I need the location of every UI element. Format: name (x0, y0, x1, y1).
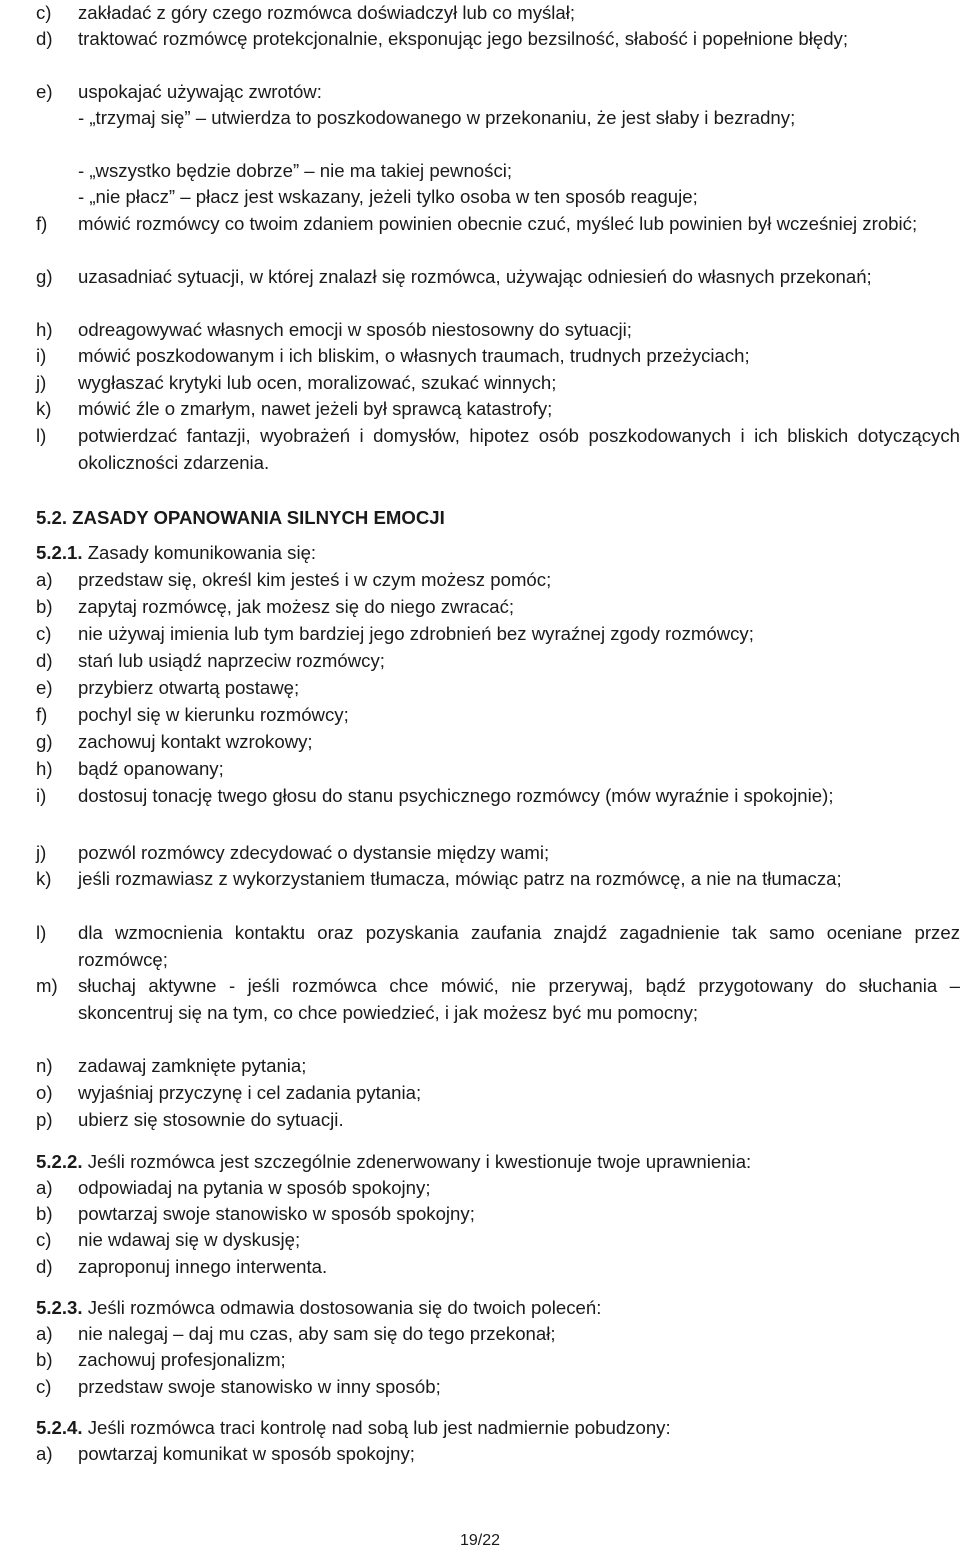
list-item: b) powtarzaj swoje stanowisko w sposób spokojny; (36, 1203, 475, 1224)
list-item: n) zadawaj zamknięte pytania; (36, 1055, 307, 1076)
list-item: f) mówić rozmówcy co twoim zdaniem powinien obecnie czuć, myśleć lub powinien był wcześniej zrobić; (36, 213, 918, 234)
list-item: g) uzasadniać sytuacji, w której znalazł się rozmówca, używając odniesień do własnych przekonań; (36, 266, 872, 287)
list-item: g) zachowuj kontakt wzrokowy; (36, 731, 313, 752)
phrase-item: - „wszystko będzie dobrze” – nie ma takiej pewności; (78, 160, 513, 181)
list-item: j) pozwól rozmówcy zdecydować o dystansie między wami; (36, 842, 550, 863)
list-item: b) zachowuj profesjonalizm; (36, 1349, 286, 1370)
list-item: e) uspokajać używając zwrotów: (36, 81, 322, 102)
list-item: k) jeśli rozmawiasz z wykorzystaniem tłumacza, mówiąc patrz na rozmówcę, a nie na tłumacza; (36, 868, 842, 889)
list-item: f) pochyl się w kierunku rozmówcy; (36, 704, 349, 725)
list-item: c) nie używaj imienia lub tym bardziej jego zdrobnień bez wyraźnej zgody rozmówcy; (36, 623, 754, 644)
list-item: a) przedstaw się, określ kim jesteś i w czym możesz pomóc; (36, 569, 552, 590)
subsection-title: 5.2.3. Jeśli rozmówca odmawia dostosowania się do twoich poleceń: (36, 1297, 602, 1318)
list-item: h) bądź opanowany; (36, 758, 224, 779)
list-item: m) słuchaj aktywne - jeśli rozmówca chce mówić, nie przerywaj, bądź przygotowany do słuchania – skoncentruj się na tym, co chce powiedzieć, i jak możesz być mu pomocny; (36, 975, 960, 1023)
subsection-title: 5.2.2. Jeśli rozmówca jest szczególnie zdenerwowany i kwestionuje twoje uprawnienia: (36, 1151, 752, 1172)
list-item: k) mówić źle o zmarłym, nawet jeżeli był sprawcą katastrofy; (36, 398, 553, 419)
phrase-item: - „trzymaj się” – utwierdza to poszkodowanego w przekonaniu, że jest słaby i bezradny; (78, 107, 796, 128)
list-item: d) zaproponuj innego interwenta. (36, 1256, 328, 1277)
list-item: d) traktować rozmówcę protekcjonalnie, eksponując jego bezsilność, słabość i popełnione błędy; (36, 28, 849, 49)
list-item: i) mówić poszkodowanym i ich bliskim, o własnych traumach, trudnych przeżyciach; (36, 345, 750, 366)
list-item: b) zapytaj rozmówcę, jak możesz się do niego zwracać; (36, 596, 515, 617)
list-item: p) ubierz się stosownie do sytuacji. (36, 1109, 344, 1130)
list-item: l) dla wzmocnienia kontaktu oraz pozyskania zaufania znajdź zagadnienie tak samo oceniane przez rozmówcę; (36, 922, 960, 970)
list-item: c) przedstaw swoje stanowisko w inny sposób; (36, 1376, 441, 1397)
list-item: h) odreagowywać własnych emocji w sposób niestosowny do sytuacji; (36, 319, 632, 340)
list-item: d) stań lub usiądź naprzeciw rozmówcy; (36, 650, 385, 671)
page-number: 19/22 (459, 1532, 501, 1549)
list-item: e) przybierz otwartą postawę; (36, 677, 300, 698)
list-item: i) dostosuj tonację twego głosu do stanu psychicznego rozmówcy (mów wyraźnie i spokojnie); (36, 785, 834, 806)
list-item: a) nie nalegaj – daj mu czas, aby sam się do tego przekonał; (36, 1323, 556, 1344)
list-item: a) odpowiadaj na pytania w sposób spokojny; (36, 1177, 431, 1198)
list-item: o) wyjaśniaj przyczynę i cel zadania pytania; (36, 1082, 422, 1103)
section-heading: 5.2. ZASADY OPANOWANIA SILNYCH EMOCJI (36, 507, 445, 528)
list-item: j) wygłaszać krytyki lub ocen, moralizować, szukać winnych; (36, 372, 557, 393)
list-item: a) powtarzaj komunikat w sposób spokojny; (36, 1443, 415, 1464)
list-item: l) potwierdzać fantazji, wyobrażeń i domysłów, hipotez osób poszkodowanych i ich bliskich dotyczących okoliczności zdarzenia. (36, 425, 960, 473)
list-item: c) zakładać z góry czego rozmówca doświadczył lub co myślał; (36, 2, 576, 23)
phrase-item: - „nie płacz” – płacz jest wskazany, jeżeli tylko osoba w ten sposób reaguje; (78, 186, 698, 207)
subsection-title: 5.2.1. Zasady komunikowania się: (36, 542, 317, 563)
list-item: c) nie wdawaj się w dyskusję; (36, 1229, 301, 1250)
subsection-title: 5.2.4. Jeśli rozmówca traci kontrolę nad sobą lub jest nadmiernie pobudzony: (36, 1417, 671, 1438)
